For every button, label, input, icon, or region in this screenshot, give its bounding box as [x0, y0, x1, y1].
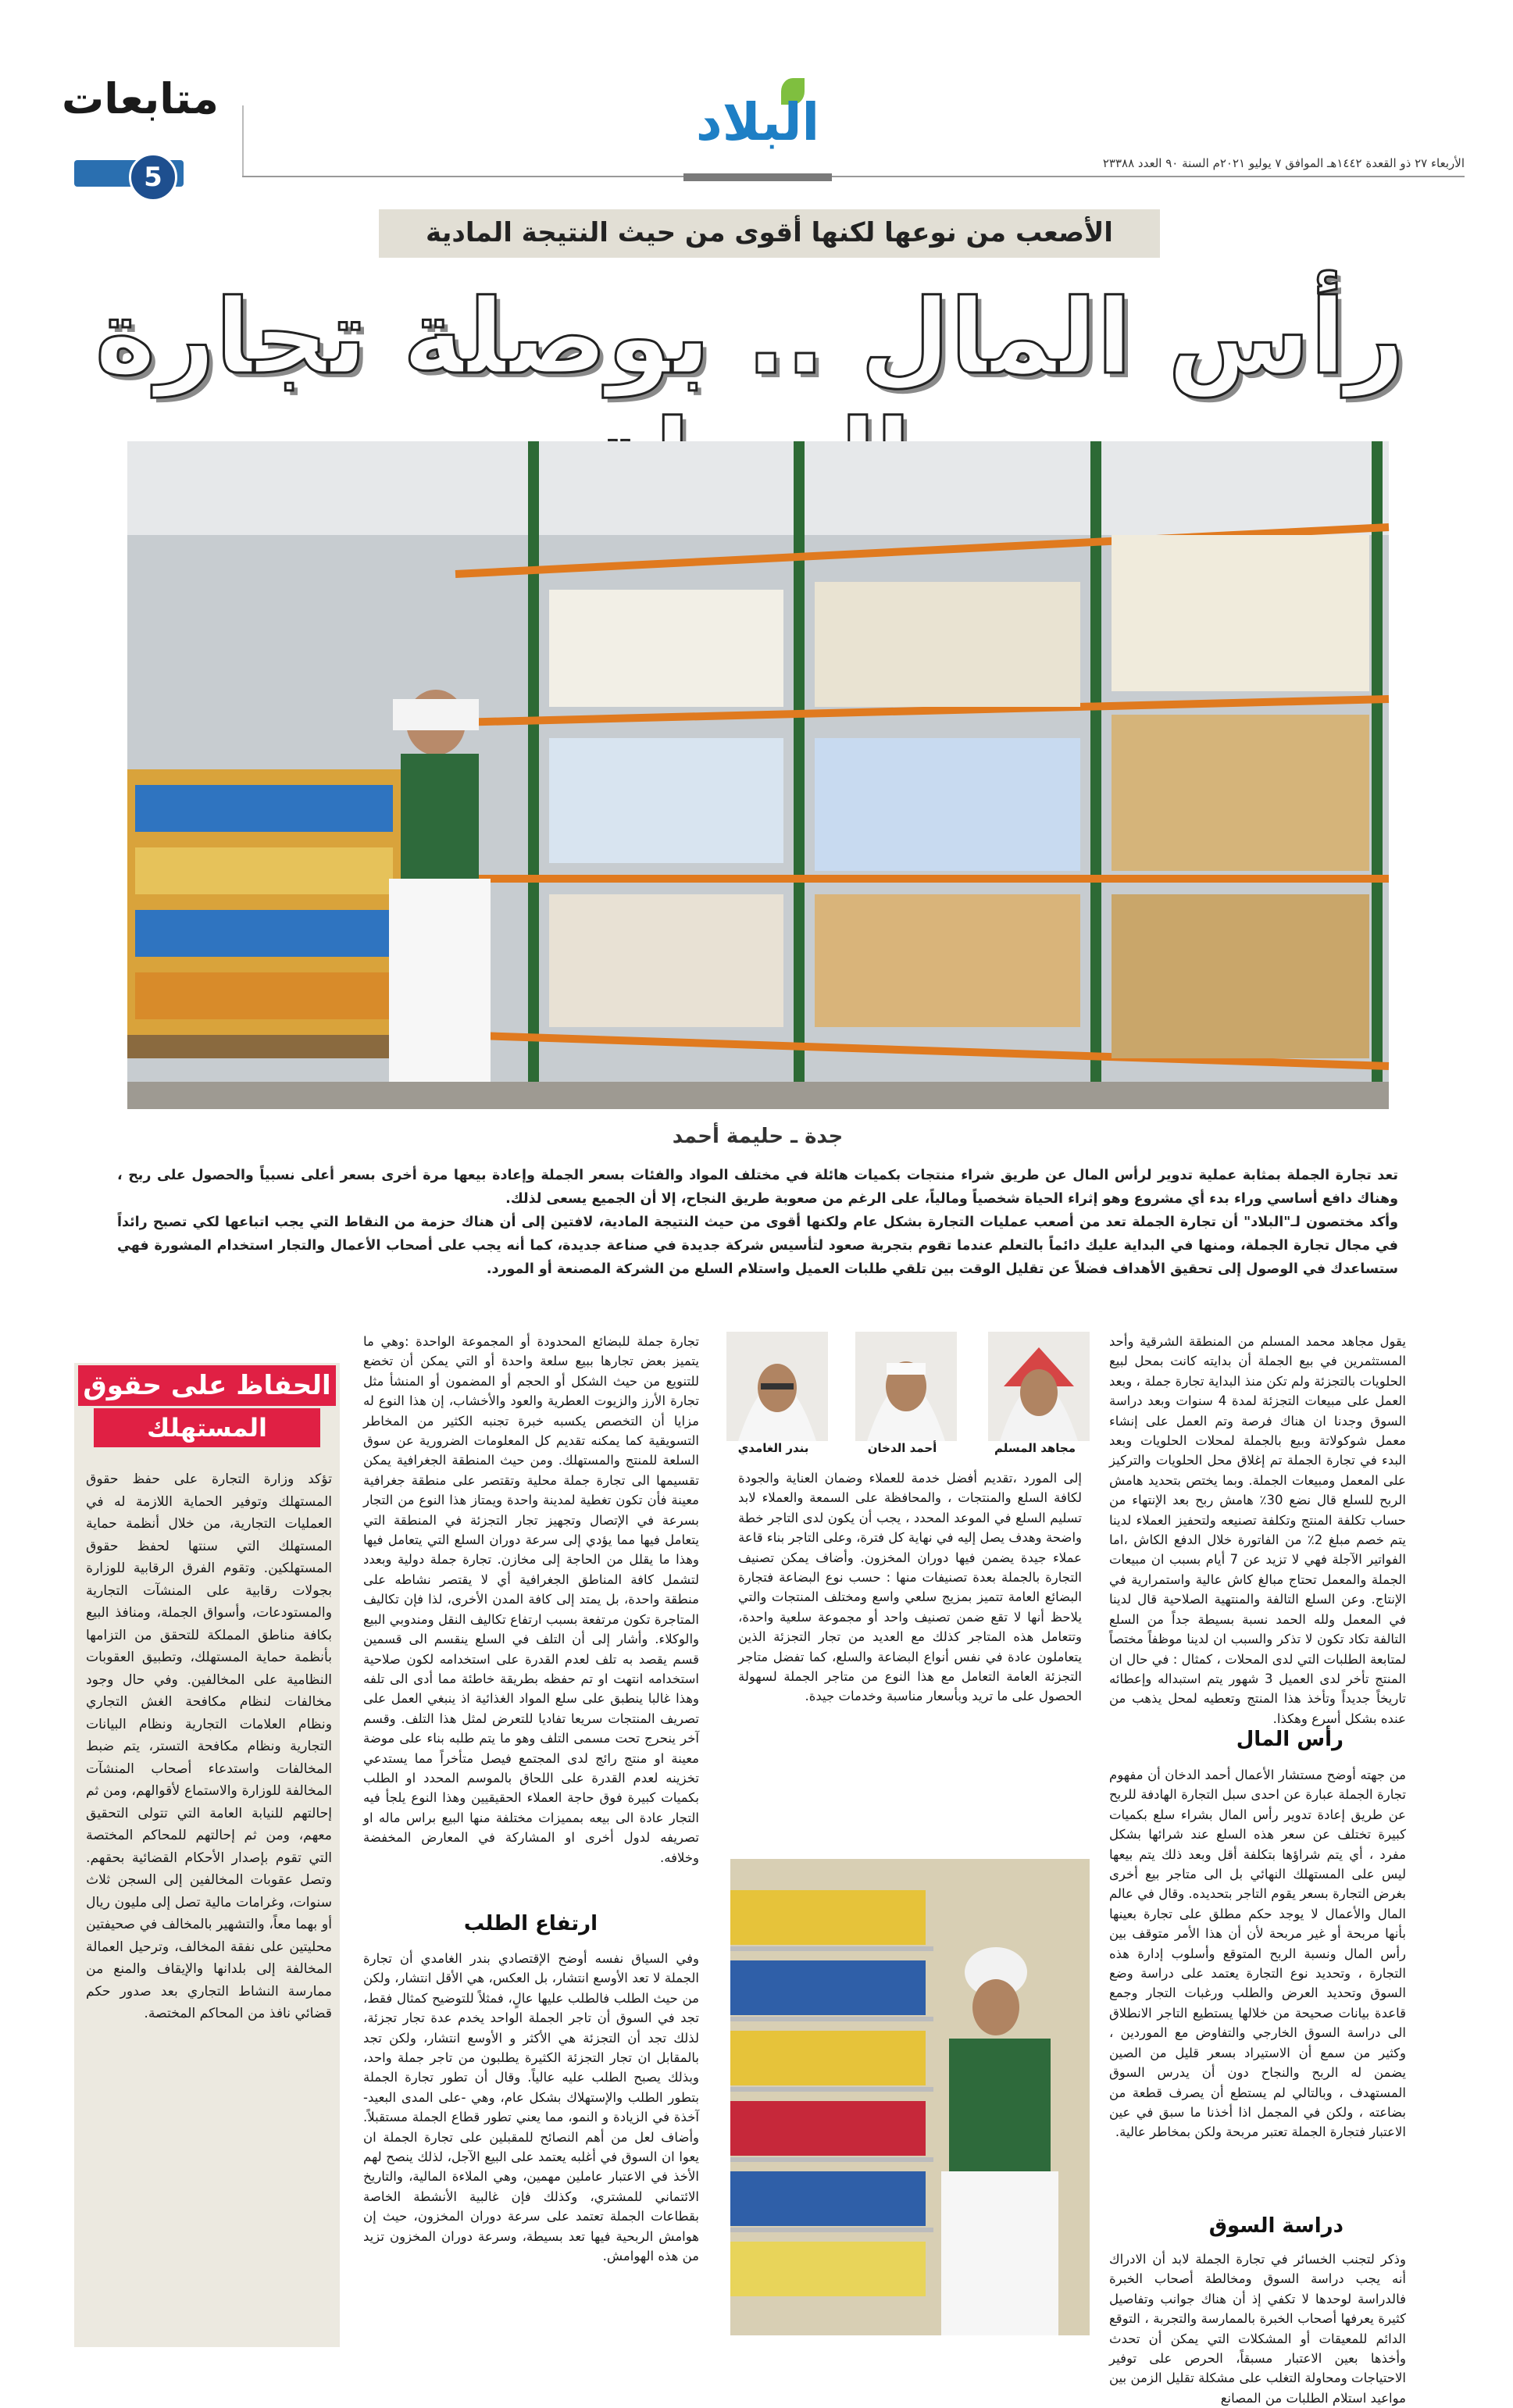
sidebar-title-line2: المستهلك — [94, 1408, 320, 1447]
subhead-demand: ارتفاع الطلب — [463, 1912, 598, 1935]
avatar — [988, 1332, 1090, 1441]
portrait-name: أحمد الدخان — [867, 1441, 937, 1455]
portrait-mujahid — [980, 1332, 1090, 1455]
article-column-3b: وفي السياق نفسه أوضح الإقتصادي بندر الغامدي أن تجارة الجملة لا تعد الأوسع انتشار، بل العكس، هي الأقل انتشار، ولكن من حيث الطلب فالطلب عليها عالٍ، فمثلاً للتوضيح كمثال فقط، تجد في السوق أن تاجر الجملة الواحد يخدم عدة تجار تجزئة، لذلك تجد أن التجزئة هي الأكثر و الأوسع انتشار، ولكن تجد بالمقابل ان تجار التجزئة الكثيرة يطلبون من تاجر جملة واحد، وبذلك يصبح الطلب عليه عالياً. وقال أن تطور تجارة الجملة بتطور الطلب والإستهلاك بشكل عام، وهي -على المدى البعيد- آخذة في الزيادة و النمو، مما يعني تطور قطاع الجملة مستقبلاً. وأضاف لعل من أهم النصائح للمقبلين على تجارة الجملة ان يعوا ان السوق في أغلبه يعتمد على البيع الآجل، لذلك ينصح لهم الأخذ في الاعتبار عاملين مهمين، وهي الملاءة المالية، والتاريخ الائتماني للمشتري، وكذلك فإن غالبية الأنشطة الخاصة بقطاعات الجملة تعتمد على سرعة دوران المخزون، حيث إن هوامش الربحية فيها تعد بسيطة، وسرعة دوران المخزون تزيد من هذه الهوامش. — [363, 1951, 699, 2264]
newspaper-logo[interactable]: البلاد — [695, 92, 820, 152]
sidebar-text: تؤكد وزارة التجارة على حفظ حقوق المستهلك وتوفير الحماية اللازمة له في العمليات التجارية، من خلال أنظمة حماية المستهلك التي سنتها لحفظ حقوق المستهلكين. وتقوم الفرق الرقابية للوزارة بجولات رقابية على المنشآت التجارية والمستودعات، وأسواق الجملة، ومنافذ البيع بكافة مناطق المملكة للتحقق من التزامها بأنظمة حماية المستهلك، وتطبيق العقوبات النظامية على المخالفين. وفي حال وجود مخالفات لنظام مكافحة الغش التجاري ونظام العلامات التجارية ونظام البيانات التجارية ونظام مكافحة التستر، يتم ضبط المخالفات واستدعاء أصحاب المنشآت المخالفة للوزارة والاستماع لأقوالهم، ومن ثم إحالتهم للنيابة العامة التي تتولى التحقيق معهم، ومن ثم إحالتهم للمحاكم المختصة التي تقوم بإصدار الأحكام القضائية بحقهم. وتصل عقوبات المخالفين إلى السجن ثلاث سنوات، وغرامات مالية تصل إلى مليون ريال أو بهما معاً، والتشهير بالمخالف في صحيفتين محليتين على نفقة المخالف، وترحيل العمالة المخالفة إلى بلدانها والإيقاف والمنع من ممارسة النشاط التجاري بعد صدور حكم قضائي نافذ من المحاكم المختصة. — [86, 1472, 332, 2021]
portrait-ahmed — [847, 1332, 957, 1455]
section-title: متابعات — [61, 74, 219, 123]
article-column-3: تجارة جملة للبضائع المحدودة أو المجموعة الواحدة :وهي ما يتميز بعض تجارها ببيع سلعة واحدة أو التي يمكن أن تخضع للتنويع من حيث الشكل أو الحجم أو المضمون أو المنشأ مثل تجارة الأرز والزيوت العطرية والعود والأخشاب، إن هذا النوع له مزايا أن التخصص يكسبه خبرة تجنبه الكثير من المخاطر التسويقية كما يمكنه تقديم كل المعلومات الضرورية عن سوق السلعة للمنتج والمستهلك. ومن حيث المنطقة الجغرافية يمكن تقسيمها الى تجارة جملة محلية وتقتصر على منطقة جغرافية معينة فأن تكون تغطية لمدينة واحدة ويمتاز هذا النوع من التجار بسرعة في الإتصال وتجهيز تجار التجزئة في المنطقة التي يتعامل فيها مما يؤدي إلى سرعة دوران السلع التي يتعامل فيها وهذا ما يقلل من الحاجة إلى مخازن. تجارة جملة دولية وبعدد لتشمل كافة المناطق الجغرافية أي لا يقتصر نشاطه على منطقة واحدة، بل يمتد إلى كافة المدن الأخرى، لذا فإن تكاليف المتاجرة تكون مرتفعة بسبب ارتفاع تكاليف النقل ومندوبي البيع والوكلاء. وأشار إلى أن التلف في السلع ينقسم الى قسمين قسم يقصد به تلف لعدم القدرة على استخدامه لكون صلاحية استخدامه انتهت او تم حفظه بطريقة خاطئة مما أدى الى تلفه وهذا غالبا ينطبق على سلع المواد الغذائية اذ ينبغي العمل على تصريف المنتجات سريعا تفاديا للتعرض لمثل هذا التلف. وقسم آخر ينحرج تحت مسمى التلف وهو ما يتم طلبه بناء على موضة معينة او منتج رائج لدى المجتمع فيصل متأخراً مما يستدعي تخزينه لعدم القدرة على اللحاق بالموسم المحدد او الطلب بكميات كبيرة فوق حاجة العملاء الحقيقيين وهذا النوع يلجأ فيه التجار عادة الى بيعه بمميزات مختلفة منها البيع براس ماله او تصريفه لدول أخرى او المشاركة في المعارض المخفضة وخلافه. — [363, 1334, 699, 1865]
avatar — [726, 1332, 828, 1441]
page-number: 5 — [129, 153, 177, 202]
dateline: الأربعاء ٢٧ ذو القعدة ١٤٤٢هـ الموافق ٧ يوليو ٢٠٢١م السنة ٩٠ العدد ٢٣٣٨٨ — [1102, 156, 1465, 170]
sidebar-title-line1: الحفاظ على حقوق — [78, 1365, 336, 1406]
portrait-name: بندر الغامدي — [737, 1441, 809, 1455]
inset-photo-shelves — [730, 1859, 1090, 2335]
subhead-capital: رأس المال — [1236, 1728, 1344, 1751]
byline: جدة ـ حليمة أحمد — [672, 1125, 844, 1148]
header-divider — [242, 105, 244, 176]
header-rule — [242, 176, 1465, 177]
article-column-1c: وذكر لتجنب الخسائر في تجارة الجملة لابد أن الادراك أنه يجب دراسة السوق ومخالطة أصحاب الخبرة فالدراسة لوحدها لا تكفي إذ أن هناك جوانب وتفاصيل كثيرة يعرفها أصحاب الخبرة بالممارسة والتجربة ، التوقع الدائم للمعيقات أو المشكلات التي يمكن أن تحدث وأخذها بعين الاعتبار مسبقاً، الحرص على توفير الاحتياجات ومحاولة التغلب على مشكلة تقليل الزمن بين مواعيد استلام الطلبات من المصانع — [1109, 2252, 1406, 2406]
article-column-2: إلى المورد ،تقديم أفضل خدمة للعملاء وضمان العناية والجودة لكافة السلع والمنتجات ، والمحافظة على السمعة والعملاء لابد تسليم السلع في الموعد المحدد ، يجب أن يكون لدى التاجر خطة واضحة وهدف يصل إليه في نهاية كل فترة، وعلى التاجر بناء قاعة عملاء جيدة يضمن فيها دوران المخزون. وأضاف يمكن تصنيف التجارة بالجملة بعدة تصنيفات منها : حسب نوع البضاعة فتجارة البضائع العامة تتميز بمزيج سلعي واسع ومختلف المنتجات والتي يلاحظ أنها لا تقع ضمن تصنيف واحد أو مجموعة سلعية واحدة، وتتعامل هذه المتاجر كذلك مع العديد من تجار التجزئة الذين يتعاملون عادة في نفس أنواع البضاعة والسلع، كما تفضل متاجر التجزئة العامة التعامل مع هذا النوع من متاجر الجملة لسهولة الحصول على ما تريد وبأسعار مناسبة وخدمات جيدة. — [738, 1471, 1082, 1704]
logo-bar — [683, 173, 832, 181]
headline: رأس المال .. بوصلة تجارة — [95, 277, 1405, 398]
lead-paragraph — [117, 1164, 1398, 1281]
avatar — [855, 1332, 957, 1441]
portrait-bandar — [719, 1332, 828, 1455]
subhead-market: دراسة السوق — [1208, 2214, 1344, 2238]
kicker: الأصعب من نوعها لكنها أقوى من حيث النتيجة المادية — [426, 217, 1113, 248]
lead-paragraph-2: وأكد مختصون لـ"البلاد" أن تجارة الجملة تعد من أصعب عمليات التجارة بشكل عام ولكنها أقوى من حيث النتيجة المادية، لافتين إلى أن هناك حزمة من النقاط التي يجب اتباعها لكي تصبح رائداً في مجال تجارة الجملة، ومنها في البداية عليك دائماً بالتعلم عندما تقوم بتجربة صعود لتأسيس شركة جديدة في صناعة جديدة، كما أنه يجب على أصحاب الأعمال والتجار استخدام المشورة فهي ستساعدك في الوصول إلى تحقيق الأهداف فضلاً عن تقليل الوقت بين تلقي طلبات العميل واستلام السلع من الشركة المصنعة أو المورد. — [117, 1215, 1398, 1277]
article-column-1: يقول مجاهد محمد المسلم من المنطقة الشرقية وأحد المستثمرين في بيع الجملة أن بدايته كانت بمحل لبيع الحلويات بالتجزئة ولم تكن منذ البداية تجارة جملة ، وبعد العمل على مبيعات التجزئة لمدة 4 سنوات وبعد دراسة السوق وجدنا ان هناك فرصة وتم العمل على إنشاء معمل شوكولاتة وبيع بالجملة لمحلات الحلويات وبعد البدء في تجارة الجملة تم إغلاق محل الحلويات والتركيز على المعمل ومبيعات الجملة. وبما يختص بتحديد هامش الربح للسلع قال نضع 30٪ هامش ربح بعد الإنتهاء من حساب تكلفة المنتج وتكلفة تصنيعه ولتحفيز العملاء لدينا يتم خصم مبلغ 2٪ من الفاتورة خلال الدفع الكاش ،اما الفواتير الآجلة فهي لا تزيد عن 7 أيام بسبب ان مبيعات الجملة والمعمل تحتاج مبالغ كاش عالية واستمرارية في الإنتاج. وعن السلع التالفة والمنتهية الصلاحية قال لدينا في المعمل ولله الحمد نسبة بسيطة جداً من السلع التالفة تكاد تكون لا تذكر والسبب ان لدينا موظفاً مختصاً لمتابعة الطلبات التي لدى المحلات ، كمثال : في حال ان المنتج تأخر لدى العميل 3 شهور يتم استبداله وإعطائه تاريخاً جديداً وتأخذ هذا المنتج وتعطيه لمحل يذهب من عنده بشكل أسرع وهكذا. — [1109, 1334, 1406, 1726]
portrait-name: مجاهد المسلم — [994, 1441, 1076, 1455]
main-photo-warehouse — [127, 441, 1389, 1109]
lead-paragraph-1: تعد تجارة الجملة بمثابة عملية تدوير لرأس المال عن طريق شراء منتجات بكميات هائلة في مختلف المواد والفئات بسعر الجملة وإعادة بيعها مرة أخرى بسعر أعلى نسبياً والحصول على ربح ، وهناك دافع أساسي وراء بدء أي مشروع وهو إثراء الحياة شخصياً ومالياً، على الرغم من صعوبة طريق النجاح، إلا أن الجميع يسعى لذلك. — [117, 1168, 1398, 1207]
article-column-1b: من جهته أوضح مستشار الأعمال أحمد الدخان أن مفهوم تجارة الجملة عبارة عن احدى سبل التجارة الهادفة للربح عن طريق إعادة تدوير رأس المال بشراء سلع بكميات كبيرة تختلف عن سعر هذه السلع عند شرائها بشكل مفرد ، أي يتم شراؤها بتكلفة أقل وبعد ذلك يتم بيعها ليس على المستهلك النهائي بل الى متاجر بيع أخرى بغرض التجارة بسعر يقوم التاجر بتحديده. وقال في عالم المال والأعمال لا يوجد حكم مطلق على تجارة بعينها بأنها مربحة أو غير مربحة لأن أن هذا الأمر متوقف بين رأس المال ونسبة الربح المتوقع وأسلوب إدارة هذه التجارة ، وتحديد نوع التجارة يعتمد على دراسة وضع السوق وتحديد العرض والطلب ورغبات التجار وجمع قاعدة بيانات صحيحة من خلالها يستطيع التاجر الانطلاق الى دراسة السوق الخارجي والتفاوض مع الموردين ، وكثير من سمع أن الاستيراد بسعر قليل من الصين يضمن له الربح والنجاح دون أن يدرس السوق المستهدف ، وبالتالي لم يستطع أن يصرف قطعة من بضاعته ، ولكن في المجمل اذا أخذنا ما سبق في عين الاعتبار فتجارة الجملة تعتبر مربحة ولكن بمخاطر عالية. — [1109, 1768, 1406, 2140]
